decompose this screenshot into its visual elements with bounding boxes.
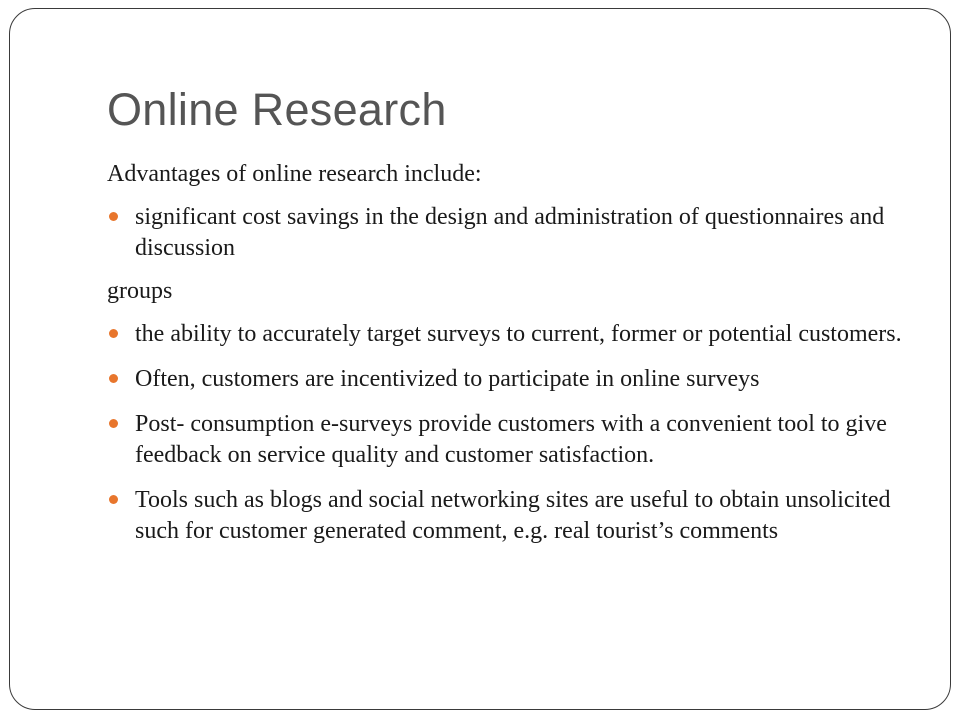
bullet-text: Often, customers are incentivized to participate in online surveys <box>135 366 760 392</box>
bullet-text: Post- consumption e-surveys provide customers with a convenient tool to give feedback on service quality and customer satisfaction. <box>135 411 887 468</box>
bullet-item <box>107 485 927 547</box>
slide-title: Online Research <box>107 84 447 135</box>
bullet-item <box>107 409 927 471</box>
bullet-text: significant cost savings in the design and administration of questionnaires and discussion <box>135 204 885 261</box>
bullet-item <box>107 319 927 350</box>
bullet-item <box>107 364 927 395</box>
intro-text: Advantages of online research include: <box>107 161 482 187</box>
continuation-text: groups <box>107 278 173 304</box>
slide-body <box>107 159 927 547</box>
bullet-dot-icon <box>109 419 118 428</box>
bullet-text: the ability to accurately target surveys to current, former or potential customers. <box>135 321 902 347</box>
bullet-dot-icon <box>109 495 118 504</box>
bullet-item <box>107 202 927 264</box>
bullet-dot-icon <box>109 374 118 383</box>
bullet-dot-icon <box>109 329 118 338</box>
bullet-text: Tools such as blogs and social networking sites are useful to obtain unsolicited such for customer generated comment, e.g. real tourist’s comments <box>135 487 891 544</box>
bullet-dot-icon <box>109 212 118 221</box>
